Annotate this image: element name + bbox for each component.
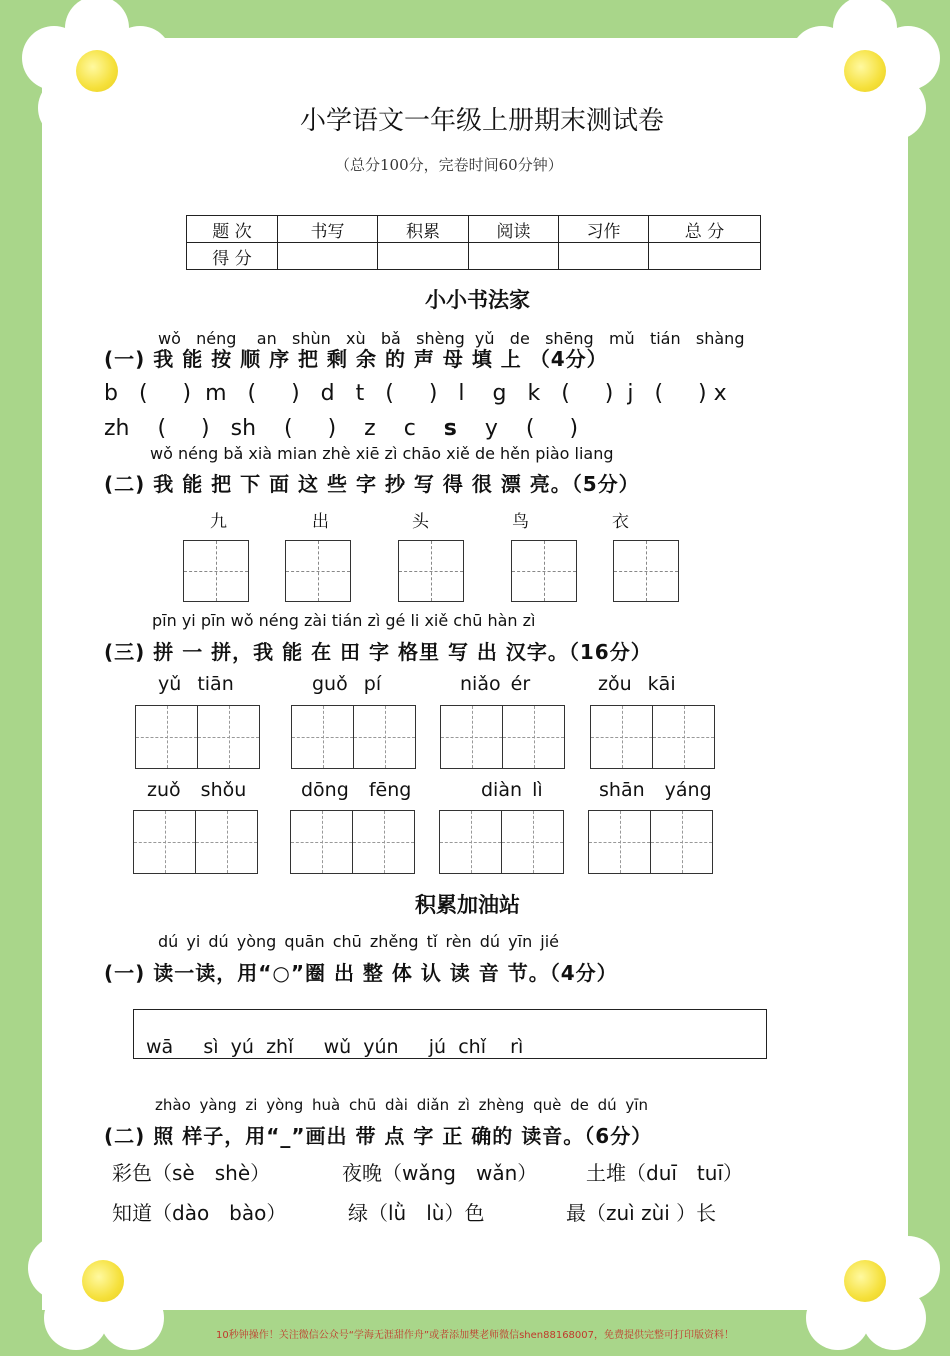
score-header: 习作	[559, 216, 649, 243]
copy-char: 出	[312, 512, 329, 532]
flower-top-left-overlay-icon	[22, 0, 172, 146]
tianzige-pair[interactable]	[133, 810, 258, 874]
pinyin-word: zǒu kāi	[598, 673, 676, 695]
copy-char: 九	[210, 512, 227, 532]
score-header-row	[187, 216, 761, 243]
syllable[interactable]: yú	[230, 1036, 254, 1058]
question-1-3: (三) 拼 一 拼，我 能 在 田 字 格里 写 出 汉字。（16分）	[104, 640, 652, 664]
syllable[interactable]: yún	[363, 1036, 399, 1058]
section-title-accumulation: 积累加油站	[415, 893, 520, 917]
syllable-line	[146, 1036, 523, 1058]
pinyin-word: yǔ tiān	[158, 673, 234, 695]
pinyin-line: wǒ néng bǎ xià mian zhè xiē zì chāo xiě de hěn piào liang	[150, 444, 614, 463]
question-2-2: (二) 照 样子，用“_”画出 带 点 字 正 确的 读音。（6分）	[104, 1124, 653, 1148]
syllable[interactable]: rì	[510, 1036, 524, 1058]
pinyin-word: shān yáng	[599, 779, 712, 801]
reading-item: 夜晚（wǎng wǎn）	[342, 1161, 538, 1185]
question-1-2: (二) 我 能 把 下 面 这 些 字 抄 写 得 很 漂 亮。（5分）	[104, 472, 640, 496]
score-cell[interactable]	[278, 243, 378, 270]
score-header: 题 次	[187, 216, 278, 243]
score-header: 书写	[278, 216, 378, 243]
pinyin-line: zhào yàng zi yòng huà chū dài diǎn zì zhèng què de dú yīn	[155, 1096, 648, 1114]
reading-item: 彩色（sè shè）	[112, 1161, 271, 1185]
syllable[interactable]: jú	[428, 1036, 447, 1058]
score-value-row	[187, 243, 761, 270]
tianzige-pair[interactable]	[135, 705, 260, 769]
tianzige-pair[interactable]	[290, 810, 415, 874]
reading-item: 知道（dào bào）	[112, 1201, 287, 1225]
score-cell[interactable]	[649, 243, 761, 270]
score-cell[interactable]	[378, 243, 469, 270]
copy-char: 衣	[612, 512, 629, 532]
tianzige-pair[interactable]	[588, 810, 713, 874]
score-table	[186, 215, 761, 270]
copy-char: 头	[412, 512, 429, 532]
flower-top-right-overlay-icon	[790, 0, 940, 146]
pinyin-word: niǎo ér	[460, 673, 531, 695]
score-header: 阅读	[469, 216, 559, 243]
score-header: 总 分	[649, 216, 761, 243]
syllable[interactable]: sì	[203, 1036, 219, 1058]
question-1-1: (一) 我 能 按 顺 序 把 剩 余 的 声 母 填 上 （4分）	[104, 347, 608, 371]
writing-grid-cell[interactable]	[511, 540, 577, 602]
writing-grid-cell[interactable]	[183, 540, 249, 602]
writing-grid-cell[interactable]	[613, 540, 679, 602]
pinyin-line: dú yi dú yòng quān chū zhěng tǐ rèn dú yīn jié	[158, 932, 560, 951]
initials-line-2: zh ( ) sh ( ) z c s y ( )	[104, 416, 579, 441]
writing-grid-cell[interactable]	[398, 540, 464, 602]
reading-item: 绿（lǜ lù）色	[348, 1201, 485, 1225]
reading-item: 最（zuì zùi ）长	[566, 1201, 717, 1225]
syllable[interactable]: chǐ	[458, 1036, 486, 1058]
reading-item: 土堆（duī tuī）	[586, 1161, 744, 1185]
syllable[interactable]: zhǐ	[266, 1036, 294, 1058]
copy-char: 鸟	[512, 512, 529, 532]
pinyin-word: guǒ pí	[312, 673, 382, 695]
pinyin-line: pīn yi pīn wǒ néng zài tián zì gé li xiě chū hàn zì	[152, 611, 536, 630]
page-title: 小学语文一年级上册期末测试卷	[300, 106, 665, 136]
section-title-calligraphy: 小小书法家	[425, 288, 530, 312]
score-row-label: 得 分	[187, 243, 278, 270]
tianzige-pair[interactable]	[291, 705, 416, 769]
pinyin-word: zuǒ shǒu	[147, 779, 247, 801]
pinyin-word: dōng fēng	[301, 779, 412, 801]
question-2-1: (一) 读一读，用“○”圈 出 整 体 认 读 音 节。（4分）	[104, 961, 618, 985]
tianzige-pair[interactable]	[440, 705, 565, 769]
score-cell[interactable]	[469, 243, 559, 270]
initials-line-1: b ( ) m ( ) d t ( ) l g k ( ) j ( ) x	[104, 381, 727, 406]
pinyin-line: wǒ néng an shùn xù bǎ shèng yǔ de shēng mǔ tián shàng	[158, 329, 745, 348]
syllable[interactable]: wǔ	[323, 1036, 352, 1058]
syllable[interactable]: wā	[146, 1036, 174, 1058]
footer-note: 10秒钟操作！关注微信公众号“学海无涯甜作舟”或者添加樊老师微信shen88168007，免费提供完整可打印版资料！	[215, 1330, 735, 1341]
tianzige-pair[interactable]	[439, 810, 564, 874]
writing-grid-cell[interactable]	[285, 540, 351, 602]
page-subtitle: （总分100分，完卷时间60分钟）	[335, 156, 563, 174]
score-cell[interactable]	[559, 243, 649, 270]
tianzige-pair[interactable]	[590, 705, 715, 769]
score-header: 积累	[378, 216, 469, 243]
pinyin-word: diàn lì	[481, 779, 543, 801]
